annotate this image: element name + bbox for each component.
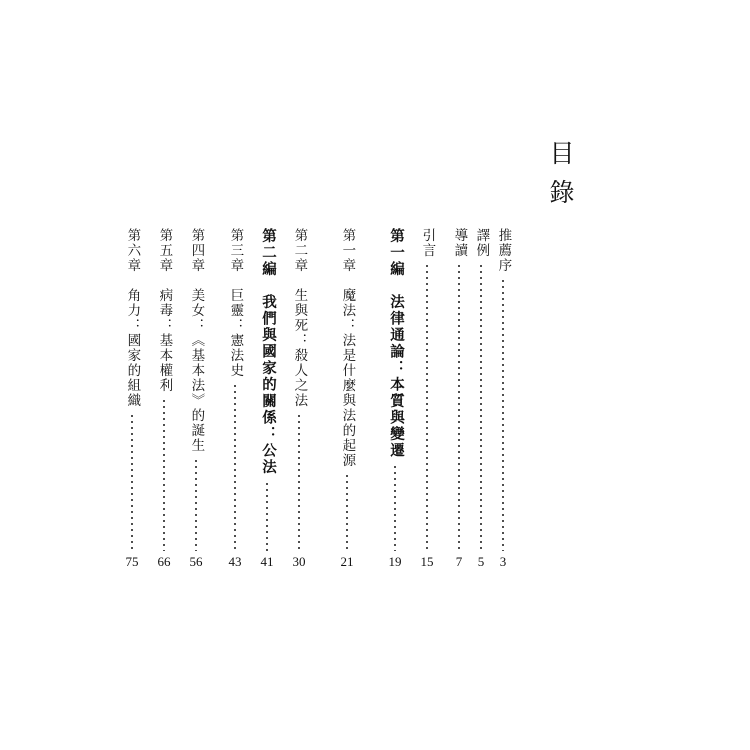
- toc-entry-list: [111, 228, 514, 568]
- dot-leader: [195, 458, 197, 551]
- toc-page-number: 43: [228, 554, 242, 569]
- toc-entry[interactable]: [153, 228, 175, 568]
- dot-leader: [480, 263, 482, 551]
- toc-page-number: 5: [477, 554, 485, 569]
- toc-entry[interactable]: [288, 228, 310, 568]
- dot-leader: [234, 383, 236, 551]
- toc-entry-label: 第二章 生與死：殺人之法: [292, 228, 308, 408]
- dot-leader: [131, 413, 133, 551]
- toc-entry[interactable]: [336, 228, 358, 568]
- dot-leader: [163, 398, 165, 551]
- toc-page-number: 15: [420, 554, 434, 569]
- toc-entry[interactable]: [448, 228, 470, 568]
- toc-entry-label: 第六章 角力：國家的組織: [125, 228, 141, 408]
- toc-entry-label: 導讀: [452, 228, 468, 258]
- toc-entry[interactable]: [384, 228, 406, 568]
- toc-page-number: 56: [189, 554, 203, 569]
- dot-leader: [346, 473, 348, 551]
- toc-entry-label: 推薦序: [496, 228, 512, 273]
- toc-entry-label: 第一編 法律通論：本質與變遷: [387, 228, 404, 459]
- toc-page-number: 3: [499, 554, 507, 569]
- dot-leader: [426, 263, 428, 551]
- toc-entry-label: 引言: [420, 228, 436, 258]
- toc-entry[interactable]: [416, 228, 438, 568]
- toc-page-number: 75: [125, 554, 139, 569]
- toc-entry[interactable]: [470, 228, 492, 568]
- toc-entry-label: 第一章 魔法：法是什麼與法的起源: [340, 228, 356, 468]
- dot-leader: [394, 464, 396, 551]
- dot-leader: [266, 481, 268, 552]
- toc-entry-label: 第二編 我們與國家的關係：公法: [259, 228, 276, 476]
- toc-entry-label: 第四章 美女：《基本法》的誕生: [189, 228, 205, 453]
- toc-entry[interactable]: [224, 228, 246, 568]
- toc-page-number: 7: [455, 554, 463, 569]
- toc-entry[interactable]: [185, 228, 207, 568]
- toc-page-number: 19: [388, 554, 402, 569]
- toc-entry-label: 第五章 病毒：基本權利: [157, 228, 173, 393]
- toc-entry-label: 譯例: [474, 228, 490, 258]
- toc-page-number: 21: [340, 554, 354, 569]
- toc-page-number: 66: [157, 554, 171, 569]
- toc-entry-label: 第三章 巨靈：憲法史: [228, 228, 244, 378]
- dot-leader: [298, 413, 300, 551]
- dot-leader: [502, 278, 504, 551]
- page-title: 目錄: [546, 140, 573, 218]
- toc-entry[interactable]: [121, 228, 143, 568]
- toc-entry[interactable]: [492, 228, 514, 568]
- dot-leader: [458, 263, 460, 551]
- toc-page-number: 30: [292, 554, 306, 569]
- toc-entry[interactable]: [256, 228, 278, 568]
- toc-page-number: 41: [260, 554, 274, 569]
